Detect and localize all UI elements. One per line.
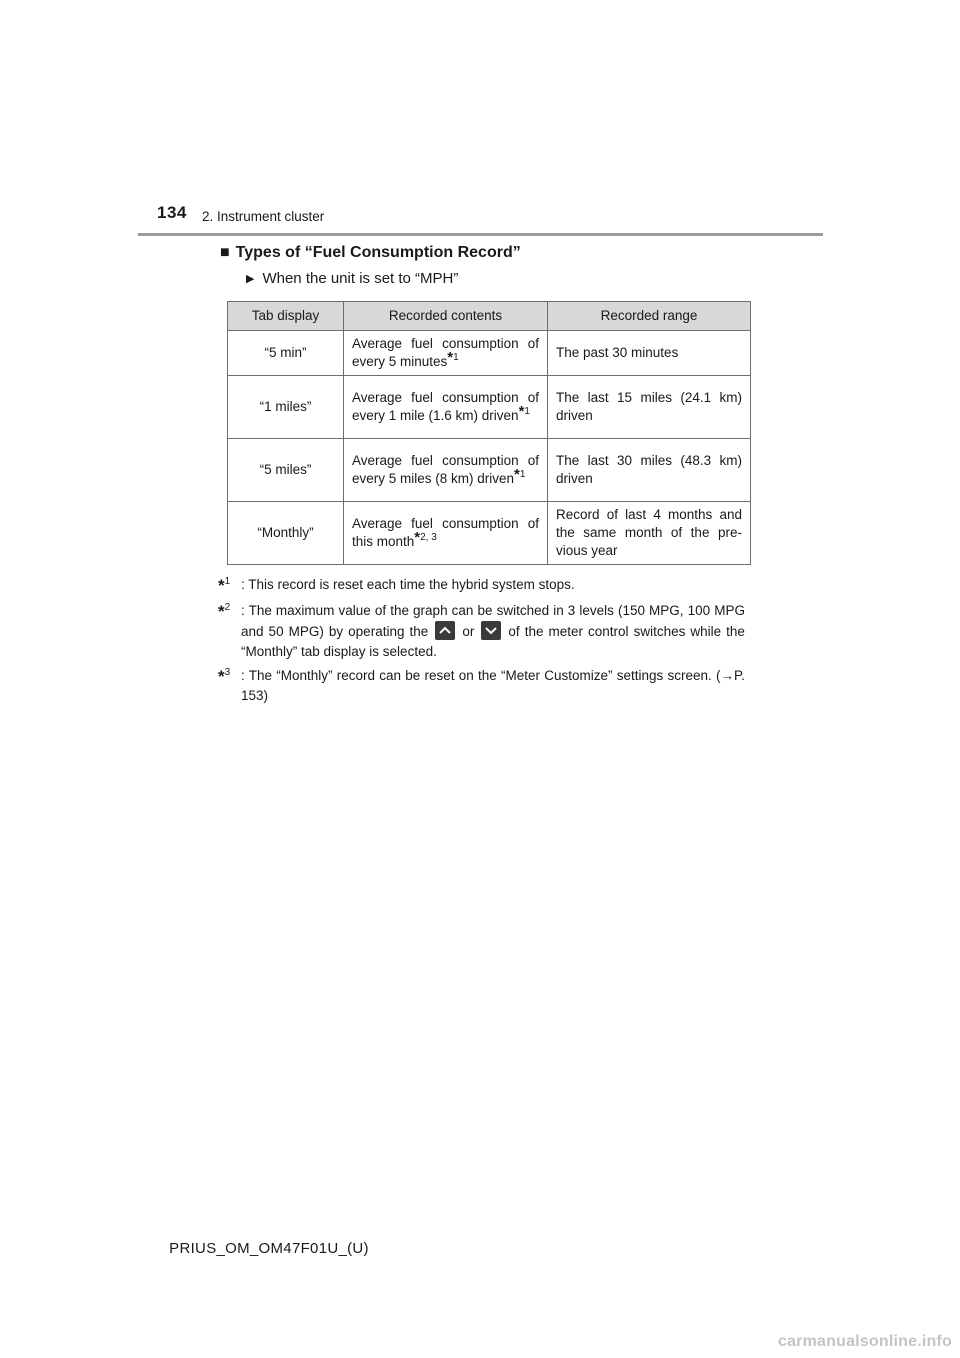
column-header-recorded-range: Recorded range	[548, 302, 751, 331]
contents-text: Average fuel consumption of every 1 mile (1.6 km) driven	[352, 390, 539, 423]
header-divider	[138, 233, 823, 236]
table-row	[228, 376, 751, 439]
contents-cell	[344, 502, 548, 565]
footnote-text: : This record is reset each time the hybrid system stops.	[241, 577, 575, 592]
chevron-down-icon	[481, 621, 501, 640]
table-header-row	[228, 302, 751, 331]
footnote-ref: 2, 3	[420, 532, 437, 543]
footnote-2	[218, 601, 745, 662]
subheading-arrow-icon: ▶	[246, 273, 255, 285]
footnote-marker: *$^2$	[218, 602, 231, 621]
fuel-record-table	[227, 301, 751, 565]
tab-cell: “5 miles”	[228, 439, 344, 502]
footnote-1	[218, 575, 745, 595]
column-header-tab-display: Tab display	[228, 302, 344, 331]
contents-cell	[344, 331, 548, 376]
heading-text: Types of “Fuel Consumption Record”	[235, 244, 521, 261]
tab-cell: “5 min”	[228, 331, 344, 376]
document-code: PRIUS_OM_OM47F01U_(U)	[169, 1240, 369, 1257]
footnote-text-part: : The maximum value of the graph can be switched in 3 levels (150 MPG, 100 MPG and 50 MPG) by operating the	[241, 603, 745, 639]
subheading	[246, 270, 458, 287]
range-cell: The last 30 miles (48.3 km) driven	[548, 439, 751, 502]
tab-cell: “1 miles”	[228, 376, 344, 439]
tab-cell: “Monthly”	[228, 502, 344, 565]
range-cell: The past 30 minutes	[548, 331, 751, 376]
section-heading	[220, 244, 521, 262]
heading-square-icon: ■	[220, 244, 230, 261]
footnote-star: *	[518, 403, 525, 420]
footnote-star: *	[447, 349, 454, 366]
footnote-text-part: of the meter control switches while the “Monthly” tab display is selected.	[241, 624, 745, 659]
footnote-ref: 1	[524, 406, 530, 417]
footnote-3	[218, 666, 745, 706]
contents-text: Average fuel consumption of this month	[352, 516, 539, 549]
footnote-text-connector: or	[462, 624, 475, 639]
table-row	[228, 502, 751, 565]
footnote-star: *	[414, 529, 421, 546]
watermark: carmanualsonline.info	[777, 1333, 952, 1350]
footnote-star: *	[514, 466, 520, 483]
contents-text: Average fuel consumption of every 5 miles (8 km) driven	[352, 453, 539, 486]
table-row	[228, 439, 751, 502]
footnote-text	[241, 601, 745, 662]
footnote-ref: 1	[453, 352, 459, 363]
range-cell: The last 15 miles (24.1 km) driven	[548, 376, 751, 439]
contents-text: Average fuel consumption of every 5 minutes	[352, 336, 539, 369]
footnote-ref: 1	[519, 469, 526, 480]
contents-cell	[344, 376, 548, 439]
footnote-text: : The “Monthly” record can be reset on the “Meter Customize” settings screen. (→P. 153)	[241, 668, 745, 703]
footnote-marker: *$^3$	[218, 667, 231, 686]
subheading-text: When the unit is set to “MPH”	[262, 270, 459, 287]
table-row	[228, 331, 751, 376]
column-header-recorded-contents: Recorded contents	[344, 302, 548, 331]
page-number: 134	[157, 203, 187, 222]
chevron-up-icon	[435, 621, 455, 640]
contents-cell	[344, 439, 548, 502]
footnote-marker: *$^1$	[218, 576, 231, 595]
range-cell: Record of last 4 months and the same month of the pre-vious year	[548, 502, 751, 565]
section-title: 2. Instrument cluster	[202, 209, 325, 224]
